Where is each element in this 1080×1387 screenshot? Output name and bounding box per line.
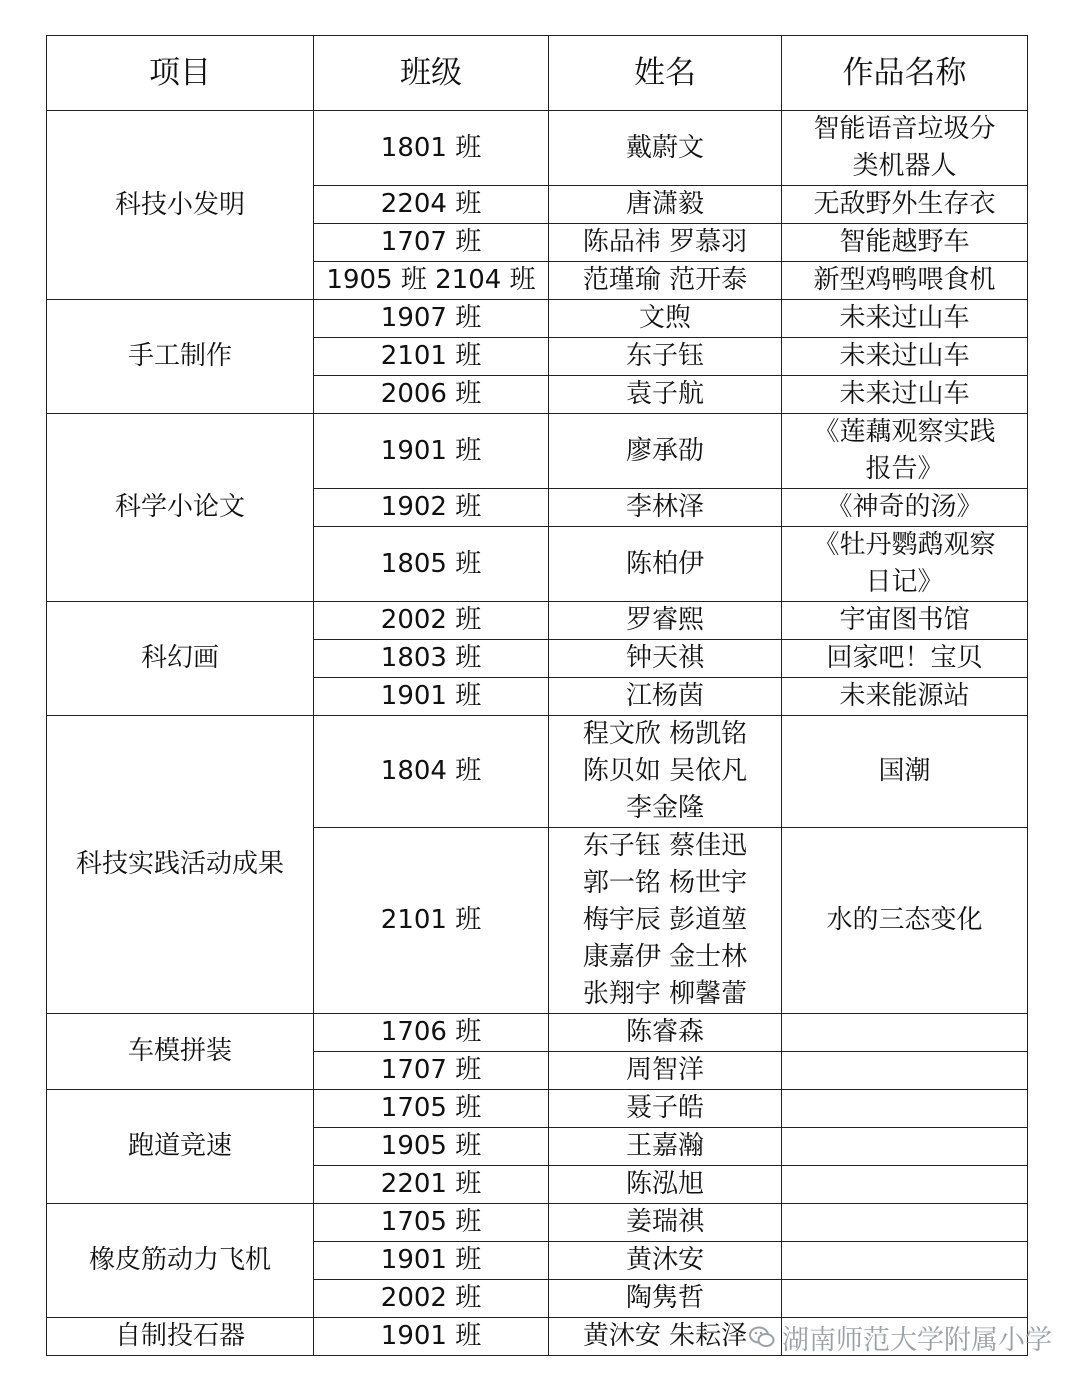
class-cell [314,1242,549,1280]
category-cell: 跑道竞速 [47,1090,314,1204]
class-cell-text: 1706 班 [380,1017,482,1047]
names-cell-text: 廖承劭 [625,435,704,466]
names-cell [549,186,782,224]
work-cell [782,1052,1028,1090]
names-cell-text: 戴蔚文 [625,132,704,163]
names-cell-text: 陶隽哲 [625,1283,704,1313]
class-cell [314,1128,549,1166]
class-cell-text: 2006 班 [380,379,482,409]
watermark-text: 湖南师范大学附属小学 [782,1324,1052,1356]
class-cell-text: 2204 班 [380,189,482,219]
work-cell-text: 未来能源站 [839,681,970,711]
work-cell-text: 未来过山车 [839,303,970,333]
category-cell: 科技实践活动成果 [47,716,314,1014]
category-cell: 橡皮筋动力飞机 [47,1204,314,1318]
names-cell [549,1166,782,1204]
class-cell [314,1166,549,1204]
header-class: 班级 [314,36,549,111]
class-cell [314,414,549,489]
class-cell [314,300,549,338]
names-cell [549,1242,782,1280]
names-cell-text: 东子钰 蔡佳迅 郭一铭 杨世宇 梅宇辰 彭道堃 康嘉伊 金士林 张翔宇 柳馨蕾 [582,831,748,1009]
work-cell [782,828,1028,1014]
work-cell [782,527,1028,602]
table-row [47,1204,1028,1242]
names-cell-text: 袁子航 [625,379,704,409]
work-cell [782,602,1028,640]
names-cell-text: 东子钰 [625,341,704,371]
names-cell [549,527,782,602]
work-cell [782,376,1028,414]
header-category: 项目 [47,36,314,111]
names-cell-text: 聂子皓 [625,1093,704,1123]
class-cell-text: 1803 班 [380,643,482,673]
work-cell [782,716,1028,828]
names-cell [549,414,782,489]
work-cell-text: 《牡丹鹦鹉观察 日记》 [813,530,996,597]
work-cell [782,1242,1028,1280]
names-cell [549,376,782,414]
class-cell-text: 1805 班 [380,548,482,579]
class-cell [314,527,549,602]
work-cell-text: 宇宙图书馆 [839,605,970,635]
class-cell-text: 1901 班 [380,1245,482,1275]
work-cell-text: 国潮 [878,756,931,786]
header-work: 作品名称 [782,36,1028,111]
work-cell-text: 未来过山车 [839,379,970,409]
names-cell [549,300,782,338]
work-cell [782,111,1028,186]
work-cell [782,1014,1028,1052]
table-row [47,1014,1028,1052]
class-cell-text: 1901 班 [380,435,482,466]
class-cell-text: 1905 班 2104 班 [326,265,536,295]
work-cell [782,489,1028,527]
class-cell-text: 2101 班 [380,905,482,935]
names-cell-text: 陈品祎 罗慕羽 [582,227,748,257]
category-cell: 科技小发明 [47,111,314,300]
class-cell-text: 1905 班 [380,1131,482,1161]
table-row [47,716,1028,828]
class-cell-text: 1707 班 [380,227,482,257]
class-cell [314,224,549,262]
class-cell-text: 2201 班 [380,1169,482,1199]
names-cell [549,1014,782,1052]
names-cell-text: 罗睿熙 [625,605,704,635]
class-cell-text: 2002 班 [380,605,482,635]
class-cell-text: 1705 班 [380,1207,482,1237]
names-cell-text: 周智洋 [625,1055,704,1085]
names-cell [549,678,782,716]
class-cell-text: 1902 班 [380,492,482,522]
names-cell-text: 黄沐安 [625,1245,704,1275]
table-row [47,1090,1028,1128]
names-cell [549,828,782,1014]
category-cell: 车模拼装 [47,1014,314,1090]
class-cell-text: 1804 班 [380,756,482,786]
header-row [47,36,1028,111]
names-cell [549,338,782,376]
work-cell [782,678,1028,716]
work-cell [782,186,1028,224]
work-cell [782,414,1028,489]
category-cell: 科学小论文 [47,414,314,602]
names-cell [549,224,782,262]
work-cell [782,1128,1028,1166]
table-body [47,111,1028,1356]
work-cell [782,1090,1028,1128]
names-cell [549,716,782,828]
class-cell-text: 2002 班 [380,1283,482,1313]
header-names: 姓名 [549,36,782,111]
work-cell-text: 无敌野外生存衣 [813,189,996,219]
work-cell [782,1204,1028,1242]
class-cell [314,1014,549,1052]
names-cell-text: 程文欣 杨凯铭 陈贝如 吴依凡 李金隆 [582,719,748,823]
work-cell [782,262,1028,300]
table-row [47,111,1028,186]
work-cell [782,1280,1028,1318]
class-cell-text: 1705 班 [380,1093,482,1123]
names-cell [549,1052,782,1090]
work-cell [782,224,1028,262]
class-cell-text: 1907 班 [380,303,482,333]
class-cell [314,716,549,828]
table-row [47,602,1028,640]
names-cell-text: 黄沐安 朱耘泽 [582,1321,748,1351]
work-cell-text: 《神奇的汤》 [826,492,983,522]
class-cell [314,678,549,716]
class-cell [314,376,549,414]
class-cell [314,338,549,376]
class-cell-text: 1707 班 [380,1055,482,1085]
names-cell-text: 范瑾瑜 范开泰 [582,265,748,295]
names-cell-text: 文煦 [638,303,691,333]
work-cell-text: 水的三态变化 [826,905,983,935]
names-cell [549,111,782,186]
work-cell [782,640,1028,678]
names-cell [549,262,782,300]
table-row [47,414,1028,489]
names-cell [549,489,782,527]
class-cell-text: 1901 班 [380,1321,482,1351]
category-cell: 手工制作 [47,300,314,414]
names-cell [549,640,782,678]
work-cell [782,338,1028,376]
watermark [748,1318,1052,1356]
class-cell [314,262,549,300]
class-cell [314,640,549,678]
names-cell-text: 王嘉瀚 [625,1131,704,1161]
names-cell-text: 李林泽 [625,492,704,522]
class-cell-text: 1901 班 [380,681,482,711]
class-cell [314,1318,549,1356]
category-cell: 科幻画 [47,602,314,716]
wechat-icon [748,1323,776,1351]
names-cell [549,1318,782,1356]
names-cell [549,1128,782,1166]
work-cell-text: 回家吧！宝贝 [826,643,983,673]
class-cell [314,1052,549,1090]
names-cell-text: 陈泓旭 [625,1169,704,1199]
class-cell [314,489,549,527]
names-cell [549,1090,782,1128]
names-cell [549,1204,782,1242]
work-cell-text: 智能语音垃圾分 类机器人 [813,114,996,181]
names-cell [549,1280,782,1318]
names-cell-text: 江杨茵 [625,681,704,711]
class-cell [314,602,549,640]
class-cell [314,111,549,186]
names-cell-text: 陈柏伊 [625,548,704,579]
names-cell [549,602,782,640]
work-cell-text: 新型鸡鸭喂食机 [813,265,996,295]
names-cell-text: 陈睿森 [625,1017,704,1047]
class-cell [314,1280,549,1318]
class-cell [314,828,549,1014]
class-cell-text: 2101 班 [380,341,482,371]
work-cell-text: 未来过山车 [839,341,970,371]
work-cell [782,300,1028,338]
class-cell-text: 1801 班 [380,132,482,163]
class-cell [314,1204,549,1242]
class-cell [314,1090,549,1128]
class-cell [314,186,549,224]
work-cell-text: 智能越野车 [839,227,970,257]
names-cell-text: 姜瑞祺 [625,1207,704,1237]
awards-table [46,35,1028,1356]
table-row [47,300,1028,338]
category-cell: 自制投石器 [47,1318,314,1356]
names-cell-text: 唐潇毅 [625,189,704,219]
names-cell-text: 钟天祺 [625,643,704,673]
work-cell [782,1166,1028,1204]
work-cell-text: 《莲藕观察实践 报告》 [813,417,996,484]
